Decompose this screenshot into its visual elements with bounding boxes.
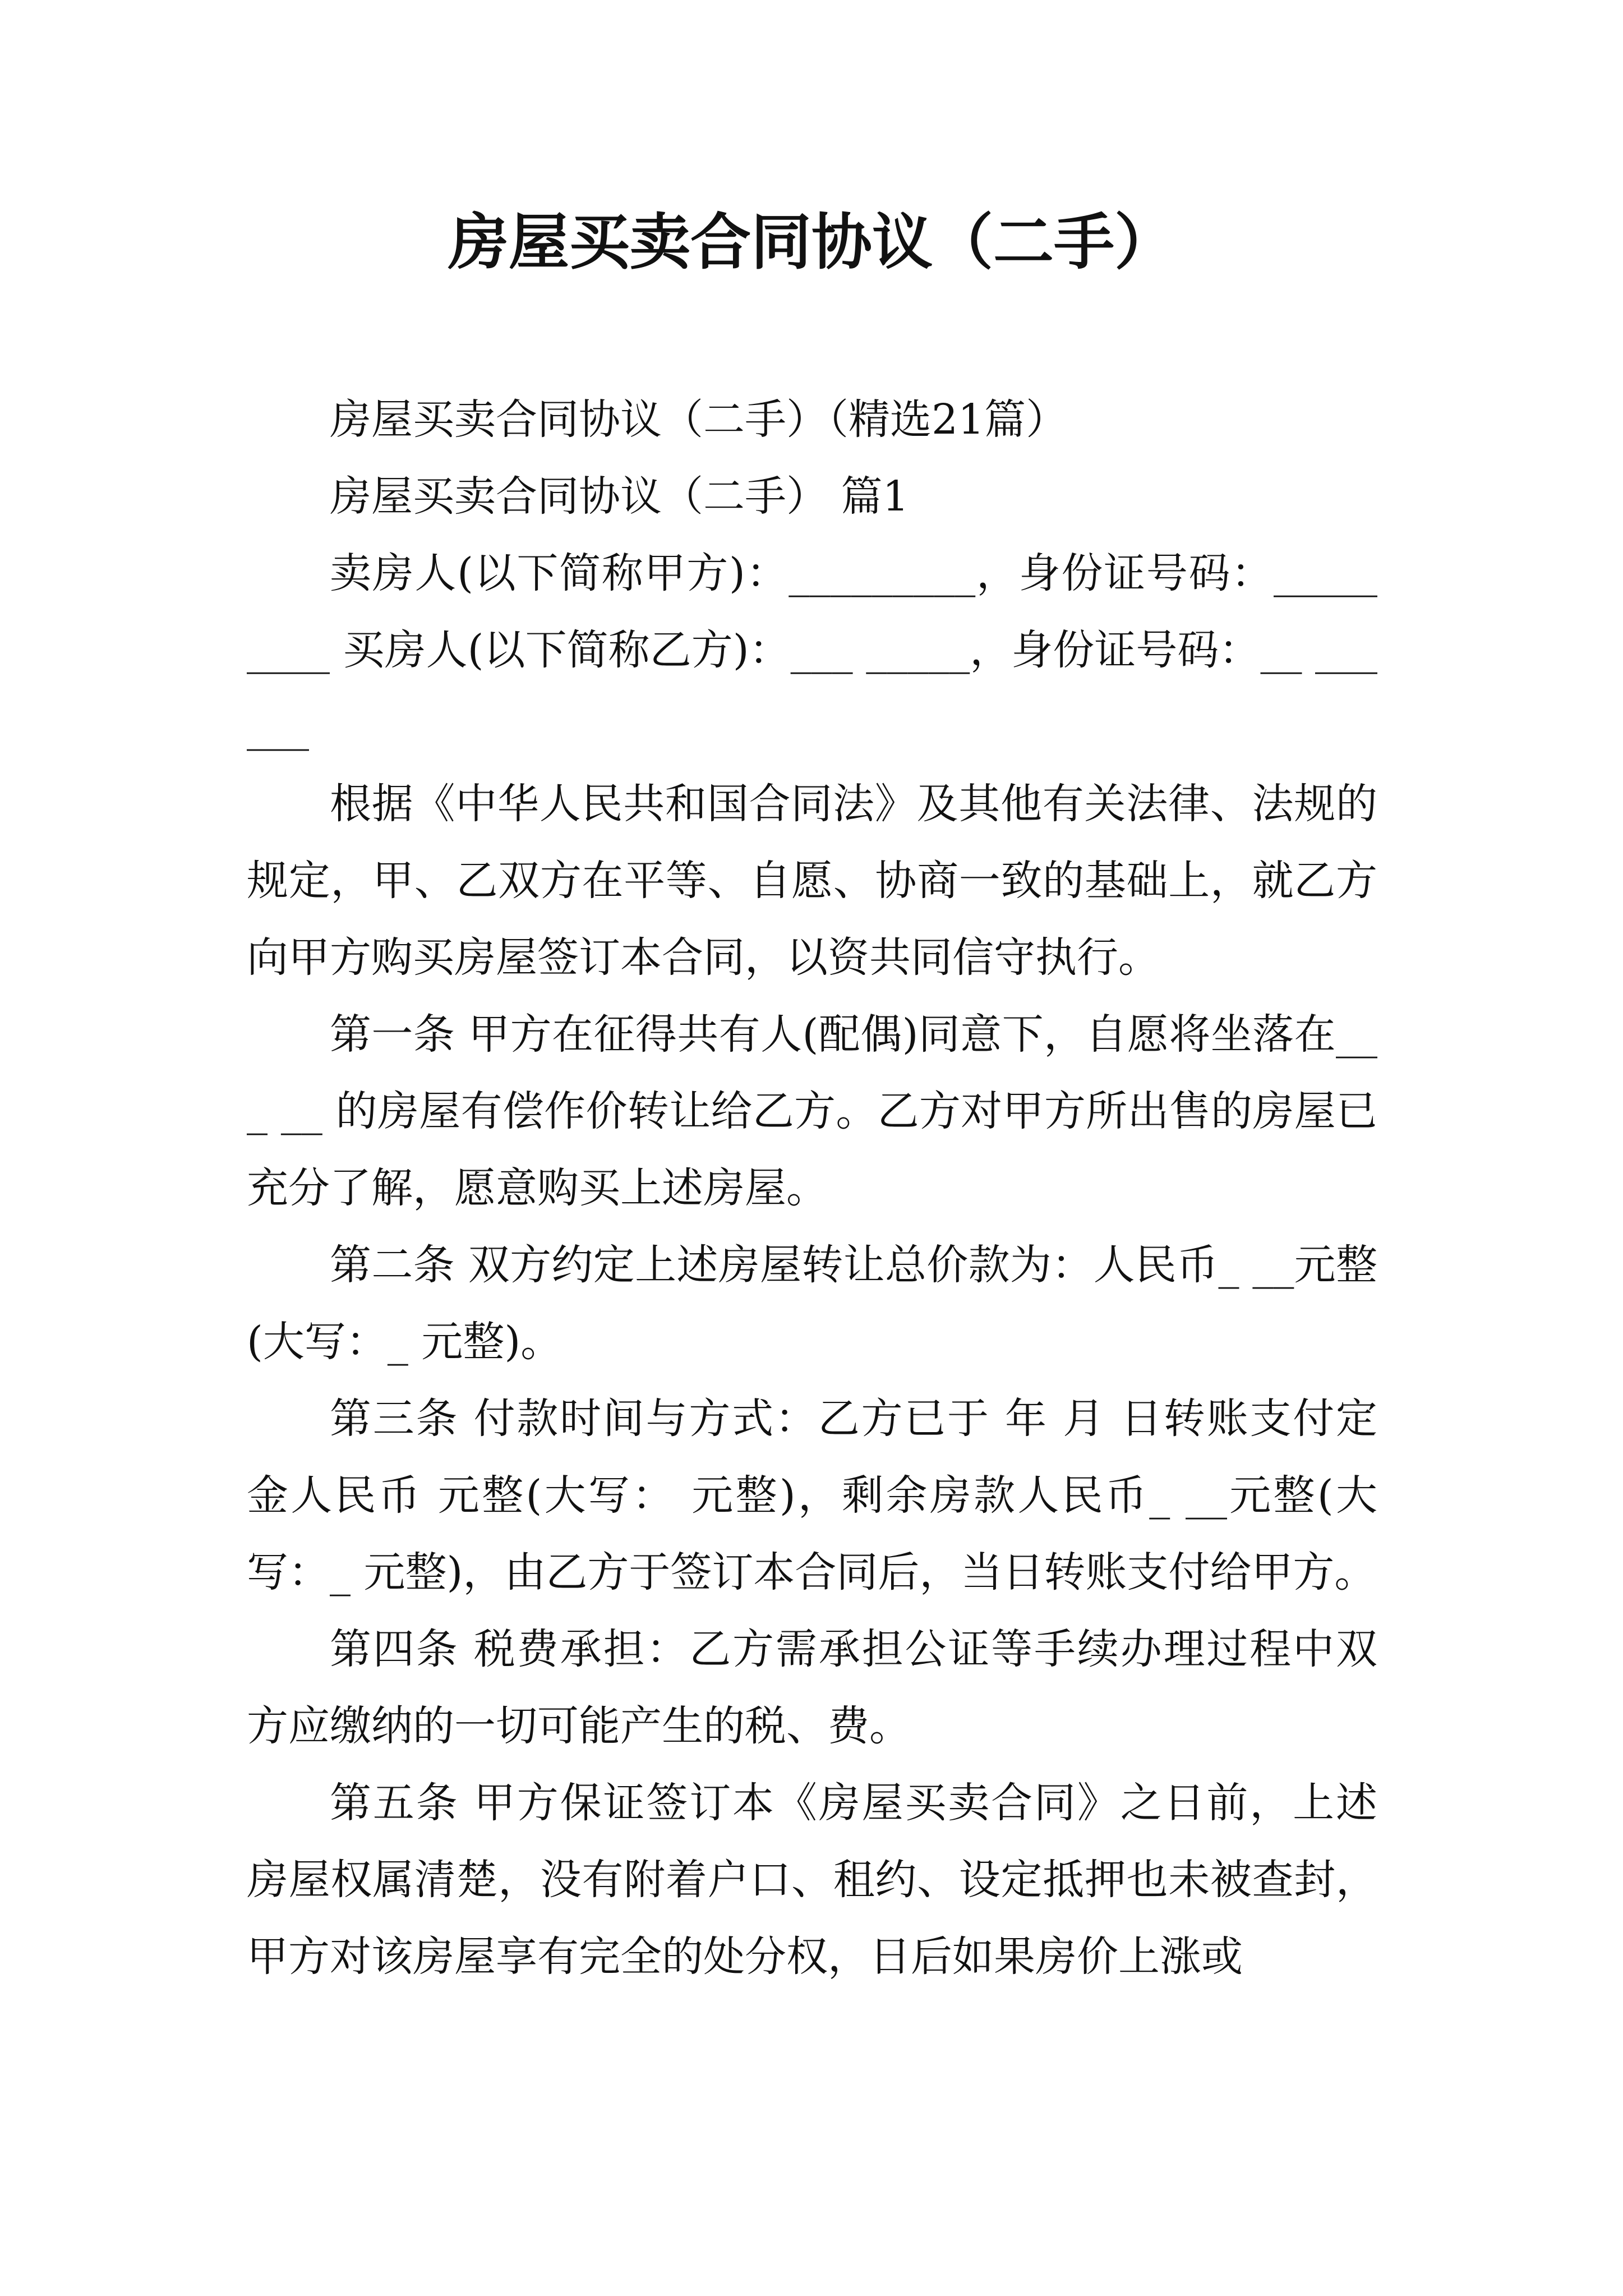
article-4-paragraph: 第四条 税费承担：乙方需承担公证等手续办理过程中双方应缴纳的一切可能产生的税、费。 <box>247 1625 1377 1750</box>
preamble-paragraph: 根据《中华人民共和国合同法》及其他有关法律、法规的规定，甲、乙双方在平等、自愿、协商一致的基础上，就乙方向甲方购买房屋签订本合同，以资共同信守执行。 <box>247 780 1377 982</box>
article-2-paragraph: 第二条 双方约定上述房屋转让总价款为：人民币_ __元整(大写：_ 元整)。 <box>247 1241 1377 1366</box>
article-3-paragraph: 第三条 付款时间与方式：乙方已于 年 月 日转账支付定金人民币 元整(大写： 元整)，剩余房款人民币_ __元整(大写：_ 元整)，由乙方于签订本合同后，当日转账支付给甲方。 <box>247 1395 1377 1596</box>
document-body <box>247 381 1377 1995</box>
subtitle-collection: 房屋买卖合同协议（二手）（精选21篇） <box>330 395 1068 444</box>
article-1-paragraph: 第一条 甲方在征得共有人(配偶)同意下，自愿将坐落在___ __ 的房屋有偿作价转让给乙方。乙方对甲方所出售的房屋已充分了解，愿意购买上述房屋。 <box>247 1010 1377 1212</box>
article-5-paragraph: 第五条 甲方保证签订本《房屋买卖合同》之日前，上述房屋权属清楚，没有附着户口、租约、设定抵押也未被查封，甲方对该房屋享有完全的处分权，日后如果房价上涨或 <box>247 1779 1377 1981</box>
parties-paragraph: 卖房人(以下简称甲方)：_________，身份证号码：_________ 买房人(以下简称乙方)：___ _____，身份证号码：__ ______ <box>247 549 1377 751</box>
document-title: 房屋买卖合同协议（二手） <box>448 207 1175 278</box>
subtitle-part-1: 房屋买卖合同协议（二手） 篇1 <box>330 472 909 521</box>
